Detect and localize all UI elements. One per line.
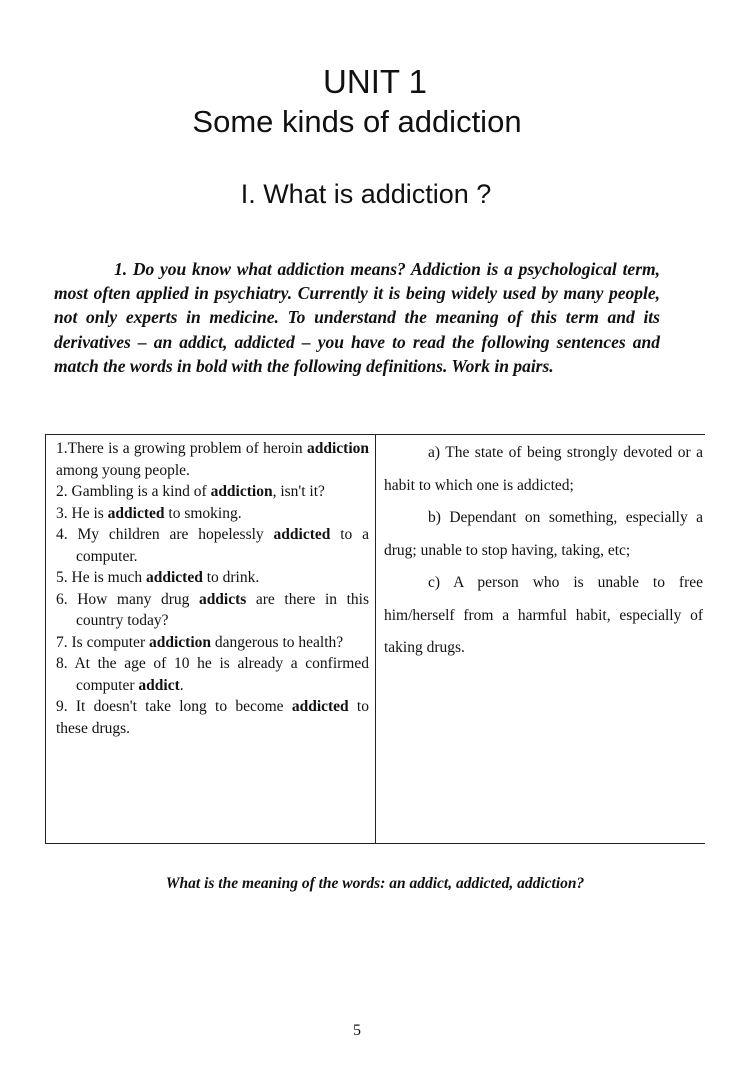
bold-word: addiction	[210, 483, 273, 500]
sentence-text: 8. At the age of 10 he is already a confirmed computer	[56, 655, 369, 694]
sentence-item	[56, 589, 369, 632]
sentence-text: to these drugs.	[56, 698, 369, 737]
unit-subtitle: Some kinds of addiction	[192, 104, 522, 139]
instruction-text: 1. Do you know what addiction means? Addiction is a psychological term, most often applied in psychiatry. Currently it is being widely used by many people, not only experts in medicine. To understand the meaning of this term and its derivatives – an addict, addicted – you have to read the following sentences and match the words in bold with the following definitions. Work in pairs.	[54, 259, 660, 376]
sentence-text: 6. How many drug	[56, 590, 199, 608]
definitions-column	[376, 435, 705, 843]
exercise-instruction	[54, 257, 660, 378]
sentence-text: are there in this country today?	[76, 590, 369, 629]
matching-table	[45, 434, 705, 844]
sentence-item	[56, 632, 369, 654]
sentence-item	[56, 696, 369, 739]
sentence-text: 5. He is much	[56, 569, 146, 586]
sentence-list	[46, 435, 375, 739]
bold-word: addiction	[148, 633, 211, 651]
sentence-text: to a computer.	[76, 526, 369, 565]
sentence-text: 7. Is computer	[56, 633, 149, 651]
sentence-text: among young people.	[56, 461, 190, 479]
definition-item: c) A person who is unable to free him/herself from a harmful habit, especially of taking drugs.	[384, 574, 703, 656]
definition-item: a) The state of being strongly devoted or a habit to which one is addicted;	[384, 444, 703, 494]
sentence-text: 2. Gambling is a kind of	[56, 483, 211, 500]
sentence-text: 9. It doesn't take long to become	[56, 698, 292, 715]
sentence-text: .	[179, 676, 184, 694]
sentence-text: 1.There is a growing problem of heroin	[56, 440, 307, 457]
sentence-item	[56, 503, 369, 525]
follow-up-question: What is the meaning of the words: an addict, addicted, addiction?	[165, 875, 585, 892]
sentence-item	[56, 524, 369, 567]
sentence-text: to drink.	[202, 569, 260, 586]
sentences-column	[45, 435, 376, 843]
unit-title: UNIT 1	[323, 63, 427, 100]
sentence-item	[56, 481, 369, 503]
bold-word: addicted	[273, 526, 331, 543]
sentence-text: 3. He is	[56, 504, 108, 522]
definition-list	[376, 435, 705, 665]
sentence-item	[56, 438, 369, 481]
sentence-text: , isn't it?	[272, 483, 325, 500]
sentence-text: to smoking.	[164, 504, 242, 522]
sentence-text: dangerous to health?	[211, 633, 344, 651]
definition-item: b) Dependant on something, especially a drug; unable to stop having, taking, etc;	[384, 509, 703, 559]
bold-word: addict	[138, 676, 180, 694]
sentence-text: 4. My children are hopelessly	[56, 526, 274, 543]
sentence-item	[56, 567, 369, 589]
bold-word: addicts	[198, 590, 247, 608]
bold-word: addicted	[107, 504, 165, 522]
sentence-item	[56, 653, 369, 696]
bold-word: addiction	[306, 440, 369, 457]
bold-word: addicted	[291, 698, 349, 715]
bold-word: addicted	[145, 569, 203, 586]
section-heading: I. What is addiction ?	[240, 179, 492, 209]
page-number: 5	[353, 1022, 361, 1039]
